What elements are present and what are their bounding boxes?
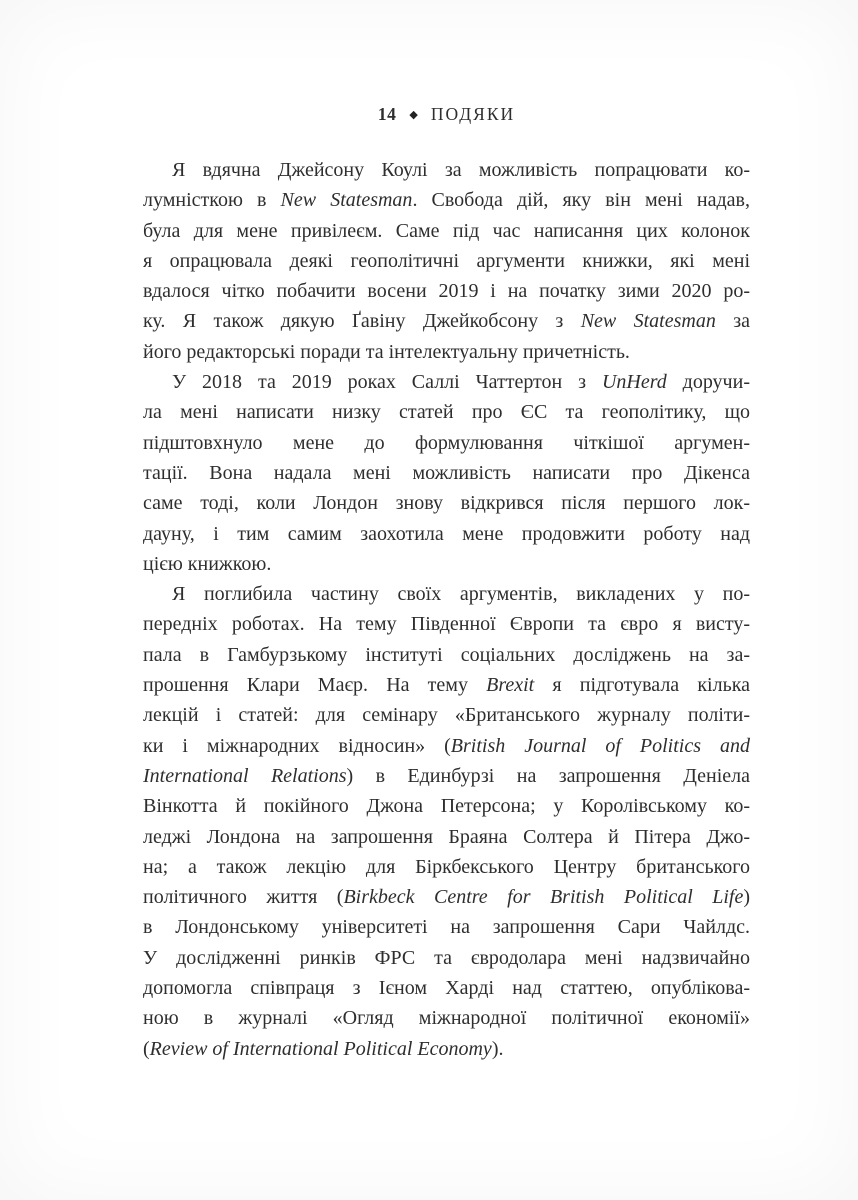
- body-text: [143, 155, 750, 1064]
- text-line: Я вдячна Джейсону Коулі за можливість попрацювати ко-: [172, 159, 750, 181]
- text-line: допомогла співпраця з Ієном Харді над статтею, опублікова-: [143, 977, 750, 1000]
- paragraphs: [143, 155, 750, 1064]
- chapter-title: ПОДЯКИ: [430, 104, 516, 124]
- text-line: політичного життя (Birkbeck Centre for British Political Life): [143, 886, 751, 909]
- text-line: Вінкотта й покійного Джона Петерсона; у Королівському ко-: [143, 795, 750, 818]
- text-line: лумністкою в New Statesman. Свобода дій, яку він мені надав,: [143, 189, 750, 212]
- text-line: International Relations) в Единбурзі на запрошення Деніела: [143, 764, 750, 787]
- text-line: Я поглибила частину своїх аргументів, викладених у по-: [172, 583, 750, 606]
- text-line: я опрацювала деякі геополітичні аргументи книжки, які мені: [143, 249, 750, 272]
- text-line: ла мені написати низку статей про ЄС та геополітику, що: [143, 401, 750, 424]
- paragraph: [143, 155, 750, 367]
- diamond-icon: ◆: [409, 109, 418, 121]
- text-line: У дослідженні ринків ФРС та євродолара мені надзвичайно: [143, 946, 750, 969]
- text-line: ки і міжнародних відносин» (British Journal of Politics and: [143, 734, 750, 757]
- text-line: леджі Лондона на запрошення Браяна Солтера й Пітера Джо-: [143, 825, 750, 848]
- text-line: лекцій і статей: для семінару «Британського журналу політи-: [143, 704, 750, 727]
- paragraph: [143, 367, 750, 579]
- text-line: ною в журналі «Огляд міжнародної політичної економії»: [143, 1007, 750, 1030]
- text-line: тації. Вона надала мені можливість написати про Дікенса: [143, 461, 750, 484]
- text-line: саме тоді, коли Лондон знову відкрився після першого лок-: [143, 492, 750, 515]
- text-line: вдалося чітко побачити восени 2019 і на початку зими 2020 ро-: [143, 280, 750, 303]
- text-line: підштовхнуло мене до формулювання чіткішої аргумен-: [143, 431, 750, 454]
- page-header: [143, 103, 750, 126]
- text-line: на; а також лекцію для Біркбекського Центру британського: [143, 855, 750, 878]
- text-line: пала в Гамбурзькому інституті соціальних досліджень на за-: [143, 643, 750, 666]
- page-number: 14: [377, 104, 397, 124]
- text-line: ку. Я також дякую Ґавіну Джейкобсону з New Statesman за: [143, 310, 751, 333]
- text-line: (Review of International Political Economy).: [143, 1037, 504, 1060]
- text-line: передніх роботах. На тему Південної Європи та євро я висту-: [143, 613, 750, 636]
- text-line: прошення Клари Маєр. На тему Brexit я підготувала кілька: [143, 674, 751, 697]
- paragraph: [143, 579, 750, 1064]
- text-line: цією книжкою.: [143, 552, 272, 575]
- text-line: дауну, і тим самим заохотила мене продовжити роботу над: [143, 522, 750, 545]
- text-line: була для мене привілеєм. Саме під час написання цих колонок: [143, 219, 750, 242]
- text-line: його редакторські поради та інтелектуальну причетність.: [143, 340, 630, 363]
- text-line: в Лондонському університеті на запрошення Сари Чайлдс.: [143, 916, 750, 939]
- text-line: У 2018 та 2019 роках Саллі Чаттертон з UnHerd доручи-: [172, 371, 750, 394]
